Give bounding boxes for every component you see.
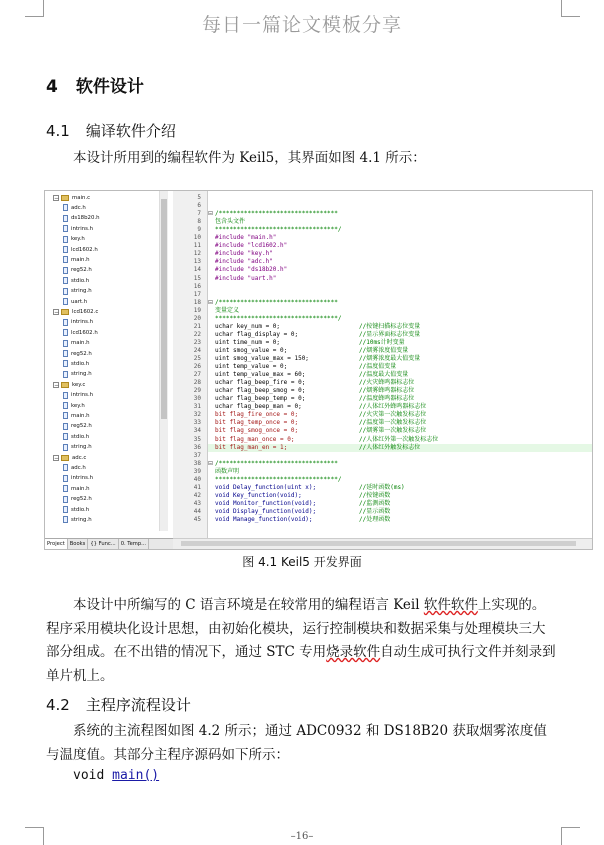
header-file-icon [63, 256, 68, 263]
code-line: uchar flag_beep_fire = 0; [215, 379, 306, 387]
panel-tab[interactable]: 0. Temp... [119, 539, 149, 549]
code-comment: //按键扫描标志位变量 [359, 322, 421, 330]
panel-tab[interactable]: Project [45, 539, 68, 549]
tree-header-file[interactable] [63, 224, 93, 233]
tree-header-file[interactable] [63, 276, 89, 285]
code-comment: //烟雾蜂鸣器标志位 [359, 387, 415, 395]
source-file-icon [61, 195, 69, 201]
code-line: void Monitor_function(void); [215, 499, 317, 507]
line-number: 36 [193, 443, 201, 451]
header-file-icon [63, 277, 68, 284]
code-line: void Key_function(void); [215, 491, 302, 499]
code-line: void Delay_function(uint x); [215, 483, 317, 491]
line-number: 20 [193, 314, 201, 322]
text-run: 本设计中所编写的 C 语言环境是在较常用的编程语言 Keil [73, 597, 424, 613]
tree-header-file[interactable] [63, 245, 98, 254]
header-file-icon [63, 340, 68, 347]
tree-header-file[interactable] [63, 515, 92, 524]
code-comment: //延时函数(ms) [359, 483, 405, 491]
tree-item-label: main.h [71, 340, 90, 347]
collapse-icon[interactable]: − [54, 194, 60, 202]
crop-mark [561, 827, 580, 828]
subsection-number: 4.2 [46, 696, 70, 714]
line-number: 41 [193, 483, 201, 491]
line-number: 37 [193, 451, 201, 459]
code-editor [173, 191, 592, 539]
code-line: #include "ds18b20.h" [215, 266, 288, 274]
code-line: #include "adc.h" [215, 258, 273, 266]
line-number: 27 [193, 371, 201, 379]
line-number: 8 [197, 218, 201, 226]
code-line: 包含头文件 [215, 218, 246, 226]
project-tabs [45, 538, 173, 549]
code-line: uchar flag_beep_smog = 0; [215, 387, 306, 395]
line-number: 9 [197, 226, 201, 234]
section-title: 软件设计 [75, 77, 144, 97]
code-line: /********************************* [215, 298, 338, 306]
tree-item-label: string.h [71, 288, 92, 295]
tree-item-label: key.h [71, 236, 85, 243]
page-header: 每日一篇论文模板分享 [201, 14, 402, 36]
tree-header-file[interactable] [63, 411, 90, 420]
source-file-icon [61, 455, 69, 461]
header-file-icon [63, 433, 68, 440]
code-comment: //人体红外蜂鸣器标志位 [359, 403, 427, 411]
line-number: 16 [193, 282, 201, 290]
tree-item-label: reg52.h [71, 267, 92, 274]
collapse-icon[interactable]: − [54, 381, 60, 389]
code-line: #include "main.h" [215, 234, 277, 242]
line-number: 29 [193, 387, 201, 395]
header-file-icon [63, 371, 68, 378]
header-file-icon [63, 412, 68, 419]
tree-header-file[interactable] [63, 443, 92, 452]
tree-header-file[interactable] [63, 432, 89, 441]
tree-item-label: reg52.h [71, 496, 92, 503]
tree-header-file[interactable] [63, 463, 86, 472]
line-number: 23 [193, 338, 201, 346]
tree-item-label: intrins.h [71, 475, 94, 482]
tree-source-file[interactable] [53, 380, 85, 389]
code-line: uint smog_value = 0; [215, 346, 288, 354]
code-line: /********************************* [215, 210, 338, 218]
subsection-number: 4.1 [46, 122, 70, 140]
line-number: 24 [193, 346, 201, 354]
line-number: 13 [193, 258, 201, 266]
code-line: bit flag_man_en = 1; [215, 443, 288, 451]
line-number: 22 [193, 330, 201, 338]
code-line: uint smog_value_max = 150; [215, 355, 309, 362]
tree-header-file[interactable] [63, 203, 86, 212]
tree-header-file[interactable] [63, 287, 92, 296]
line-number: 25 [193, 355, 201, 362]
tree-item-label: reg52.h [71, 423, 92, 430]
fold-icon[interactable]: ⊟ [208, 298, 214, 306]
code-line: bit flag_temp_once = 0; [215, 419, 299, 427]
page-number: –16– [290, 831, 314, 842]
tree-item-label: reg52.h [71, 350, 92, 357]
scroll-thumb [161, 199, 167, 419]
code-line: uint time_num = 0; [215, 338, 281, 346]
header-file-icon [63, 267, 68, 274]
tree-item-label: main.c [72, 194, 91, 201]
tree-header-file[interactable] [63, 328, 98, 337]
tree-item-label: string.h [71, 444, 92, 451]
line-number: 32 [193, 411, 201, 419]
code-line: 变量定义 [215, 306, 240, 314]
tree-header-file[interactable] [63, 266, 92, 275]
line-number: 7 [197, 210, 201, 218]
tree-header-file[interactable] [63, 401, 85, 410]
tree-item-label: stdio.h [71, 277, 90, 284]
line-number: 35 [193, 435, 201, 443]
text-run: 软件软件 [423, 597, 478, 613]
tree-header-file[interactable] [63, 255, 90, 264]
section-heading [46, 72, 144, 97]
line-number: 38 [193, 459, 201, 467]
header-file-icon [63, 402, 68, 409]
line-number: 44 [193, 507, 201, 515]
code-line: **********************************/ [215, 475, 342, 483]
code-comment: //10ms计时变量 [359, 338, 405, 346]
tree-header-file[interactable] [63, 391, 93, 400]
text-run: 上实现的。程序采用模块化设计思想，由初始化模块，运行控制模块和数据采集与处理模块三大部分组成。在不出错的情况下，通过 STC 专用 [46, 597, 546, 660]
code-line: uchar flag_beep_man = 0; [215, 403, 302, 411]
code-function: main() [112, 768, 160, 783]
tree-header-file[interactable] [63, 349, 92, 358]
code-comment: //人体红外第一次触发标志位 [359, 435, 439, 443]
code-line: bit flag_man_once = 0; [215, 435, 295, 443]
line-number: 39 [193, 467, 201, 475]
tree-header-file[interactable] [63, 505, 89, 514]
line-number: 14 [193, 266, 201, 274]
code-comment: //人体红外触发标志位 [359, 443, 421, 451]
header-file-icon [63, 215, 68, 222]
tree-item-label: lcd1602.h [71, 329, 98, 336]
line-number: 10 [193, 234, 201, 242]
header-file-icon [63, 392, 68, 399]
tree-item-label: key.h [71, 402, 85, 409]
code-line: uchar flag_beep_temp = 0; [215, 395, 306, 403]
line-number: 30 [193, 395, 201, 403]
text-run: 烧录软件 [326, 644, 381, 660]
header-file-icon [63, 298, 68, 305]
line-number: 21 [193, 322, 201, 330]
code-line: uchar key_num = 0; [215, 322, 281, 330]
header-file-icon [63, 225, 68, 232]
line-number: 40 [193, 475, 201, 483]
line-number: 31 [193, 403, 201, 411]
tree-item-label: stdio.h [71, 506, 90, 513]
code-line: bit flag_smog_once = 0; [215, 427, 299, 435]
code-line: uint temp_value = 0; [215, 363, 288, 371]
code-line: void Manage_function(void); [215, 516, 313, 523]
code-comment: //显示界面标志位变量 [359, 330, 421, 338]
line-number: 5 [197, 194, 201, 201]
editor-hscrollbar [173, 538, 592, 549]
tree-header-file[interactable] [63, 318, 93, 327]
code-comment: //火灾蜂鸣器标志位 [359, 379, 415, 387]
code-comment: //温度最大值变量 [359, 371, 409, 379]
tree-source-file[interactable] [53, 453, 86, 462]
tree-item-label: lcd1602.h [71, 246, 98, 253]
code-line: #include "key.h" [215, 250, 273, 258]
tree-item-label: uart.h [71, 298, 88, 305]
header-file-icon [63, 350, 68, 357]
code-keyword: void [73, 768, 113, 783]
collapse-icon[interactable]: − [54, 308, 60, 316]
tree-header-file[interactable] [63, 495, 92, 504]
tree-item-label: adc.c [72, 454, 87, 461]
header-file-icon [63, 360, 68, 367]
code-comment: //温度蜂鸣器标志位 [359, 395, 415, 403]
tree-item-label: string.h [71, 371, 92, 378]
tree-item-label: intrins.h [71, 392, 94, 399]
project-tree [45, 191, 167, 539]
code-comment: //烟雾浓度最大值变量 [359, 355, 421, 362]
tree-item-label: string.h [71, 516, 92, 523]
header-file-icon [63, 516, 68, 523]
code-comment: //显示函数 [359, 507, 391, 515]
header-file-icon [63, 475, 68, 482]
line-number: 17 [193, 290, 201, 298]
line-number: 11 [193, 242, 201, 250]
crop-mark [25, 827, 44, 828]
code-line: void Display_function(void); [215, 507, 317, 515]
tree-item-label: intrins.h [71, 225, 94, 232]
line-number: 12 [193, 250, 201, 258]
header-file-icon [63, 319, 68, 326]
header-file-icon [63, 236, 68, 243]
line-number: 18 [193, 298, 201, 306]
header-file-icon [63, 506, 68, 513]
fold-icon[interactable]: ⊟ [208, 210, 214, 218]
header-file-icon [63, 444, 68, 451]
line-number: 43 [193, 499, 201, 507]
code-comment: //温度第一次触发标志位 [359, 419, 427, 427]
code-snippet [73, 768, 159, 783]
tree-source-file[interactable] [53, 307, 98, 316]
header-file-icon [63, 423, 68, 430]
code-line: **********************************/ [215, 226, 342, 234]
subsection-title: 主程序流程设计 [85, 696, 191, 714]
header-file-icon [63, 485, 68, 492]
tree-header-file[interactable] [63, 474, 93, 483]
code-line: #include "uart.h" [215, 274, 277, 282]
tree-item-label: adc.h [71, 464, 86, 471]
fold-icon[interactable]: ⊟ [208, 459, 214, 467]
code-comment: //监测函数 [359, 499, 391, 507]
line-number: 28 [193, 379, 201, 387]
code-comment: //火灾第一次触发标志位 [359, 411, 427, 419]
code-comment: //烟雾第一次触发标志位 [359, 427, 427, 435]
tree-header-file[interactable] [63, 339, 90, 348]
body-paragraph [46, 594, 556, 688]
tree-source-file[interactable] [53, 193, 90, 202]
tree-header-file[interactable] [63, 422, 92, 431]
code-comment: //烟雾浓度值变量 [359, 346, 409, 354]
panel-tab[interactable]: {} Func... [88, 539, 118, 549]
header-file-icon [63, 496, 68, 503]
collapse-icon[interactable]: − [54, 454, 60, 462]
tree-item-label: stdio.h [71, 433, 90, 440]
tree-header-file[interactable] [63, 214, 100, 223]
section-number: 4 [46, 77, 58, 97]
code-comment: //温度值变量 [359, 363, 397, 371]
code-comment: //处理函数 [359, 516, 391, 523]
text-run: 自动生成可执行文件并刻录到单片机上。 [46, 644, 556, 684]
subsection-heading-4-1 [46, 120, 176, 141]
header-file-icon [63, 329, 68, 336]
tree-item-label: key.c [72, 381, 86, 388]
line-number: 45 [193, 516, 201, 523]
subsection-title: 编译软件介绍 [85, 122, 176, 140]
line-number: 6 [197, 202, 201, 210]
tree-scrollbar [159, 191, 168, 531]
tree-item-label: main.h [71, 485, 90, 492]
intro-paragraph: 本设计所用到的编程软件为 Keil5，其界面如图 4.1 所示： [73, 150, 426, 166]
source-file-icon [61, 309, 69, 315]
line-number: 42 [193, 491, 201, 499]
code-line: #include "lcd1602.h" [215, 242, 288, 250]
tree-item-label: main.h [71, 256, 90, 263]
tree-header-file[interactable] [63, 484, 90, 493]
tree-item-label: adc.h [71, 204, 86, 211]
tree-header-file[interactable] [63, 297, 87, 306]
tree-item-label: lcd1602.c [72, 308, 99, 315]
tree-header-file[interactable] [63, 370, 92, 379]
code-line: **********************************/ [215, 314, 342, 322]
line-number: 26 [193, 363, 201, 371]
tree-item-label: stdio.h [71, 360, 90, 367]
header-file-icon [63, 464, 68, 471]
tree-item-label: ds18b20.h [71, 215, 100, 222]
code-line: bit flag_fire_once = 0; [215, 411, 299, 419]
scroll-thumb [181, 541, 576, 546]
source-file-icon [61, 382, 69, 388]
line-number: 19 [193, 306, 201, 314]
tree-item-label: intrins.h [71, 319, 94, 326]
tree-item-label: main.h [71, 412, 90, 419]
header-file-icon [63, 288, 68, 295]
code-line: uint temp_value_max = 60; [215, 371, 306, 379]
header-file-icon [63, 246, 68, 253]
line-number: 15 [193, 274, 201, 282]
figure-caption: 图 4.1 Keil5 开发界面 [242, 555, 362, 569]
keil5-screenshot [44, 190, 593, 550]
panel-tab[interactable]: Books [68, 539, 89, 549]
code-line: 函数声明 [215, 467, 240, 475]
line-number: 33 [193, 419, 201, 427]
code-line: /********************************* [215, 459, 338, 467]
header-file-icon [63, 204, 68, 211]
line-number: 34 [193, 427, 201, 435]
code-line: uchar flag_display = 0; [215, 330, 299, 338]
subsection-heading-4-2 [46, 694, 191, 715]
code-comment: //按键函数 [359, 491, 391, 499]
tree-header-file[interactable] [63, 359, 89, 368]
tree-header-file[interactable] [63, 235, 85, 244]
flow-paragraph: 系统的主流程图如图 4.2 所示；通过 ADC0932 和 DS18B20 获取烟雾浓度值与温度值。其部分主程序源码如下所示： [46, 723, 547, 763]
